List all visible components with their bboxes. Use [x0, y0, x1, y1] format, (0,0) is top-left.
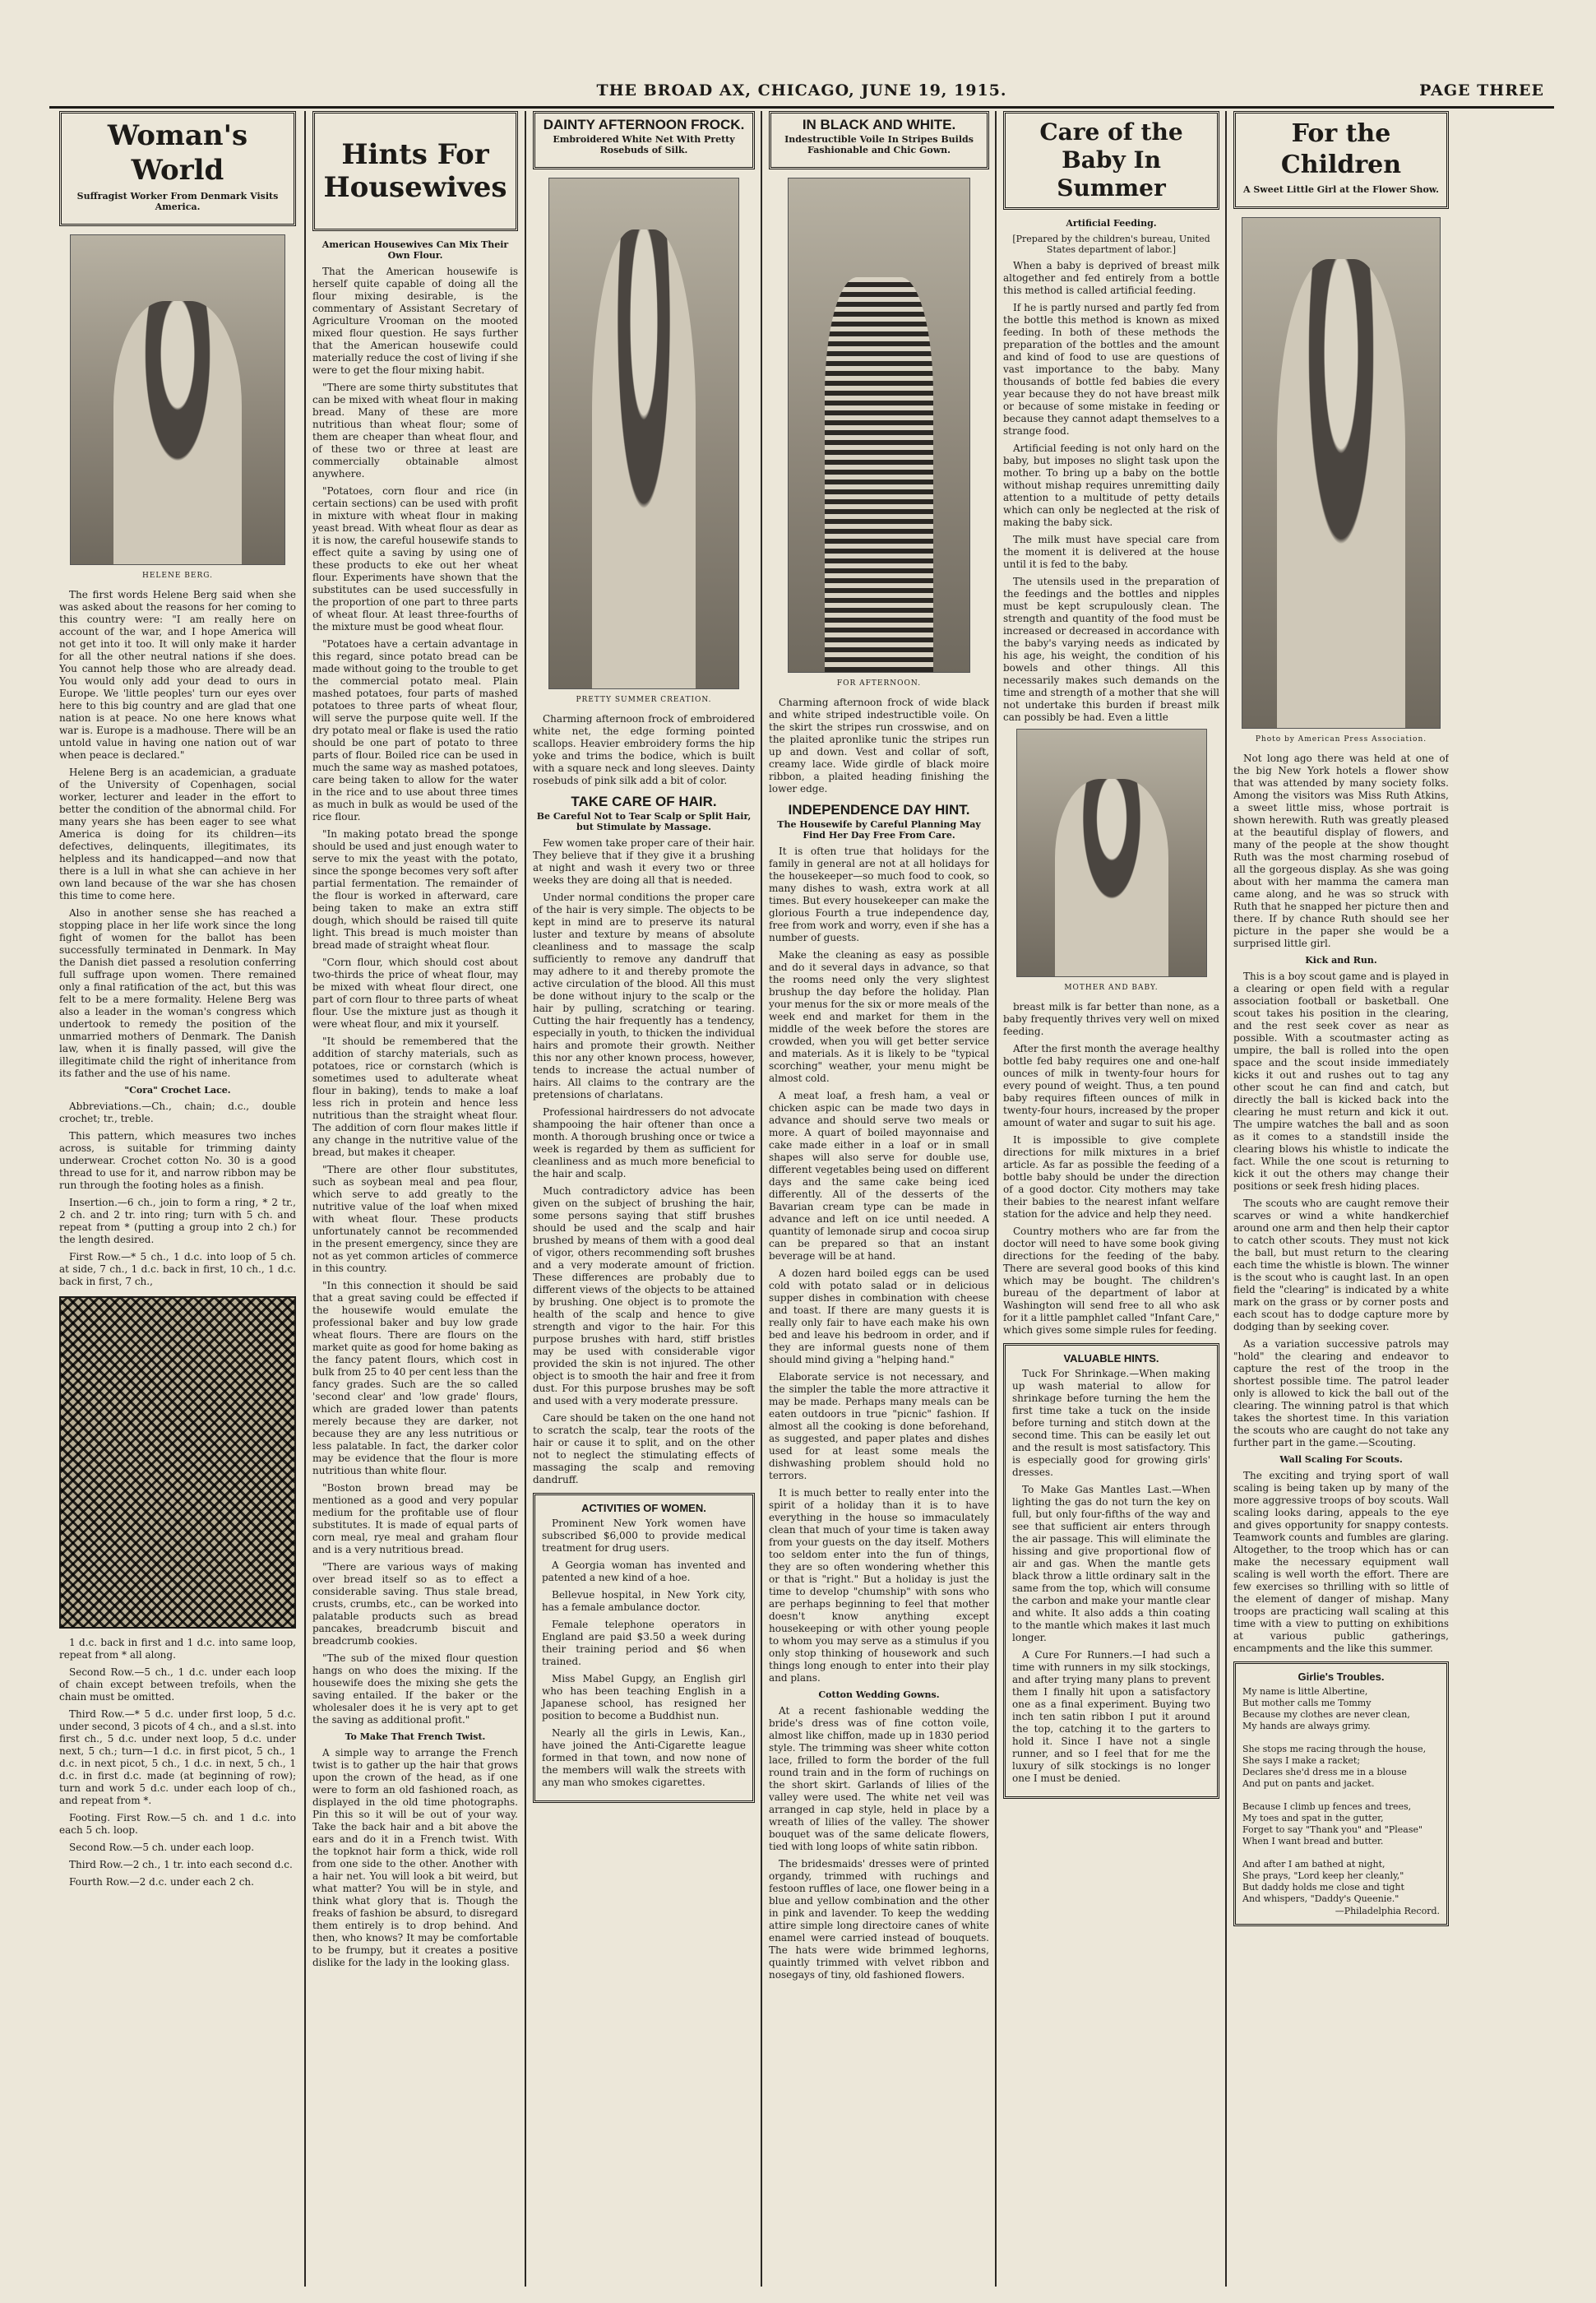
- article-paragraph: The utensils used in the preparation of the feedings and the bottles and nipples must be kept scrupulously clean. The strength and quantity of the food must be increased or decreased in accordance with the baby's varying needs as indicated by his age, his weight, the condition of his bowels and other things. All this necessarily makes such demands on the time and strength of a mother that she will not undertake this burden if breast milk can possibly be had. Even a little: [1003, 576, 1219, 723]
- subsection-title: Cotton Wedding Gowns.: [818, 1689, 940, 1700]
- poem-credit: —Philadelphia Record.: [1335, 1906, 1440, 1916]
- photo-caption: Photo by American Press Association.: [1255, 735, 1427, 744]
- article-paragraph: "In this connection it should be said that a great saving could be effected if the housewife would emulate the professional baker and buy low grade wheat flours. There are flours on the market quite as good for home baking as the fancy patent flours, which cost in bulk from 25 to 40 per cent less than the fancy grades. Such are the so called 'second clear' and 'low grade' flours, which are graded lower than patents merely because they are darker, not because they are any less nutritious or less palatable. In fact, the darker color may be evidence that the flour is more nutritious than white flour.: [312, 1280, 518, 1476]
- article-paragraph: breast milk is far better than none, as a baby frequently thrives very well on mixed feeding.: [1003, 1001, 1219, 1037]
- article-paragraph: Few women take proper care of their hair. They believe that if they give it a brushing at night and wash it every two or three weeks they are doing all that is needed.: [533, 837, 755, 886]
- article-paragraph: Make the cleaning as easy as possible and do it several days in advance, so that the rooms need only the very slightest brushup the day before the holiday. Plan your menus for the six or more meals of the week end and market for them in the middle of the week before the stores are crowded, when you will get better service and materials. As it is likely to be "typical scorching" weather, your menu might be almost cold.: [769, 949, 989, 1084]
- article-paragraph: "Potatoes have a certain advantage in this regard, since potato bread can be made without going to the trouble to get the commercial potato meal. Plain mashed potatoes, four parts of mashed potatoes to three parts of wheat flour, will serve the purpose quite well. If the dry potato meal or flake is used the ratio should be one part of potato to three parts of flour. Boiled rice can be used in much the same way as mashed potatoes, care being taken to allow for the water in the rice and to use about three times as much in bulk as would be used of the rice flour.: [312, 638, 518, 822]
- box-item: To Make Gas Mantles Last.—When lighting the gas do not turn the key on full, but only four-fifths of the way and see that sufficient air enters through the air passage. This will eliminate the hissing and give proportional flow of air and gas. When the mantle gets black throw a little ordinary salt in the same from the top, which will consume the carbon and make your mantle clear and white. It also adds a thin coating to the mantle which makes it last much longer.: [1012, 1484, 1210, 1643]
- activities-box: [533, 1493, 755, 1803]
- subsection-title: Kick and Run.: [1305, 955, 1377, 966]
- masthead: [49, 78, 1554, 109]
- article-paragraph: It is much better to really enter into the spirit of a holiday than it is to have everything in the house so immaculately clean that much of your time is taken away from your guests on the day itself. Mothers too seldom enter into the fun of things, they are so often wondering whether this or that is "right." But a holiday is just the time to develop "chumship" with sons who are perhaps beginning to feel that mother doesn't know anything except housekeeping or with other young people to whom you may serve as a stimulus if you only stop thinking of housework and such things long enough to enter into their play and plans.: [769, 1487, 989, 1684]
- article-paragraph: The exciting and trying sport of wall scaling is being taken up by many of the more aggressive troops of boy scouts. Wall scaling looks daring, appeals to the eye and gives opportunity for snappy contests. Teamwork counts and fumbles are glaring. Altogether, to the troop which has or can make the necessary equipment wall scaling is well worth the effort. There are few exercises so thrilling with so little of the element of danger of mishap. Many troops are practicing wall scaling at this time with a view to putting on exhibitions at various public gatherings, encampments and the like this summer.: [1233, 1470, 1449, 1654]
- article-paragraph: If he is partly nursed and partly fed from the bottle this method is known as mixed feeding. In both of these methods the preparation of the bottles and the amount and kind of food to use are questions of vast importance to the baby. Many thousands of bottle fed babies die every year because they do not have breast milk or because of some mistake in feeding or because they cannot adapt themselves to a strange food.: [1003, 302, 1219, 437]
- box-item: A Georgia woman has invented and patented a new kind of a hoe.: [542, 1559, 746, 1583]
- article-paragraph: When a baby is deprived of breast milk altogether and fed entirely from a bottle this method is called artificial feeding.: [1003, 260, 1219, 296]
- article-paragraph: Third Row.—* 5 d.c. under first loop, 5 d.c. under second, 3 picots of 4 ch., and a sl.st. into first ch., 5 d.c. under next loop, 5 d.c. under next, 5 ch.; turn—1 d.c. in first picot, 5 ch., 1 d.c. in next picot, 5 ch., 1 d.c. in next, 5 ch., 1 d.c. in first d.c. made (at beginning of row); turn and work 5 d.c. under each loop of ch., and repeat from *.: [59, 1708, 296, 1806]
- article-paragraph: "In making potato bread the sponge should be used and just enough water to serve to mix the yeast with the potato, since the sponge becomes very soft after partial fermentation. The remainder of the flour is worked in afterward, care being taken to make an extra stiff dough, which should be raised till quite light. This bread is much moister than bread made of straight wheat flour.: [312, 828, 518, 951]
- box-item: Female telephone operators in England are paid $3.50 a week during their training period and $6 when trained.: [542, 1619, 746, 1667]
- section-title: IN BLACK AND WHITE.: [802, 117, 956, 132]
- striped-gown-photo: [788, 178, 970, 673]
- girl-photo: [1242, 217, 1441, 729]
- article-paragraph: "There are some thirty substitutes that can be mixed with wheat flour in making bread. Many of these are more nutritious than wheat flour; some of them are cheaper than wheat flour, and of these two or three at least are commercially obtainable almost anywhere.: [312, 382, 518, 480]
- article-paragraph: Fourth Row.—2 d.c. under each 2 ch.: [69, 1876, 254, 1888]
- photo-caption: HELENE BERG.: [142, 572, 213, 580]
- article-paragraph: Not long ago there was held at one of the big New York hotels a flower show that was attended by many society folks. Among the visitors was Miss Ruth Atkins, a sweet little miss, whose portrait is shown herewith. Ruth was greatly pleased at the beautiful display of flowers, and many of the people at the show thought Ruth was the most charming rosebud of all the gorgeous display. As she was going about with her mamma the camera man came along, and he was so struck with Ruth that he snapped her picture then and there. If by chance Ruth should see her picture in the paper she would be a surprised little girl.: [1233, 753, 1449, 949]
- article-paragraph: "Corn flour, which should cost about two-thirds the price of wheat flour, may be mixed with wheat flour direct, one part of corn flour to three parts of wheat flour. Use the mixture just as though it were wheat flour, and mix it yourself.: [312, 957, 518, 1030]
- box-title: ACTIVITIES OF WOMEN.: [581, 1502, 706, 1514]
- article-paragraph: "Boston brown bread may be mentioned as a good and very popular medium for the profitable use of flour substitutes. It is made of equal parts of corn meal, rye meal and graham flour and is a very nutritious bread.: [312, 1482, 518, 1555]
- article-paragraph: Third Row.—2 ch., 1 tr. into each second d.c.: [69, 1859, 293, 1870]
- column-black-white: [769, 111, 989, 2287]
- section-subtitle: Suffragist Worker From Denmark Visits America.: [76, 191, 279, 212]
- column-rule: [304, 111, 306, 2287]
- subsection-subtitle: Be Careful Not to Tear Scalp or Split Hair, but Stimulate by Massage.: [536, 811, 752, 832]
- subsection-title: Wall Scaling For Scouts.: [1279, 1454, 1403, 1465]
- section-header: [312, 111, 518, 231]
- box-item: Prominent New York women have subscribed $6,000 to provide medical treatment for drug users.: [542, 1518, 746, 1554]
- photo-caption: PRETTY SUMMER CREATION.: [576, 696, 712, 704]
- column-rule: [995, 111, 997, 2287]
- poem-title: Girlie's Troubles.: [1298, 1670, 1385, 1683]
- article-paragraph: This is a boy scout game and is played in a clearing or open field with a regular association football or basketball. One scout takes his position in the clearing, and the rest seek cover as near as possible. With a scoutmaster acting as umpire, the ball is rolled into the open space and the scout inside immediately kicks it out and rushes out to tag any other scout he can find and catch, but directly the ball is kicked back into the clearing he must return and kick it out. The umpire watches the ball and as soon as it comes to a standstill inside the clearing blows his whistle to indicate the fact. While the one scout is returning to kick it out the others may change their positions or seek fresh hiding places.: [1233, 971, 1449, 1192]
- portrait-photo: [70, 234, 285, 565]
- article-paragraph: "There are various ways of making over bread itself so as to effect a considerable saving. Thus stale bread, crusts, crumbs, etc., can be worked into palatable products such as bread pancakes, breadcrumb biscuit and breadcrumb cookies.: [312, 1561, 518, 1647]
- section-subtitle: Indestructible Voile In Stripes Builds Fashionable and Chic Gown.: [784, 134, 974, 155]
- article-paragraph: Second Row.—5 ch. under each loop.: [69, 1842, 255, 1853]
- page-number: PAGE THREE: [1419, 81, 1544, 100]
- column-rule: [525, 111, 526, 2287]
- article-paragraph: That the American housewife is herself quite capable of doing all the flour mixing desirable, is the commentary of Assistant Secretary of Agriculture Vrooman on the mooted mixed flour question. He says further that the American housewife could materially reduce the cost of living if she were to get the flour mixing habit.: [312, 266, 518, 376]
- article-paragraph: A meat loaf, a fresh ham, a veal or chicken aspic can be made two days in advance and should serve two meals or more. A quart of boiled mayonnaise and cake made either in a loaf or in small shapes will also serve for double use, different vegetables being used on different days and the same cake being iced differently. All of the desserts of the Bavarian cream type can be made in advance and left on ice until needed. A quantity of lemonade sirup and cocoa sirup can be prepared so that an instant beverage will be at hand.: [769, 1090, 989, 1262]
- article-paragraph: The milk must have special care from the moment it is delivered at the house until it is fed to the baby.: [1003, 534, 1219, 570]
- article-paragraph: "There are other flour substitutes, such as soybean meal and pea flour, which serve to add greatly to the nutritive value of the loaf when mixed with wheat flour. These products unfortunately cannot be recommended in the present emergency, since they are not as yet common articles of commerce in this country.: [312, 1164, 518, 1274]
- box-title: VALUABLE HINTS.: [1063, 1352, 1159, 1365]
- box-item: Nearly all the girls in Lewis, Kan., have joined the Anti-Cigarette league formed in that town, and now none of the members will walk the streets with any man who smokes cigarettes.: [542, 1727, 746, 1788]
- section-title: For the Children: [1280, 119, 1402, 179]
- article-paragraph: Artificial feeding is not only hard on the baby, but imposes no slight task upon the mother. To bring up a baby on the bottle without mishap requires unremitting daily attention to a multitude of petty details which can only be neglected at the risk of making the baby sick.: [1003, 443, 1219, 528]
- article-paragraph: This pattern, which measures two inches across, is suitable for trimming dainty underwear. Crochet cotton No. 30 is a good thread to use for it, and narrow ribbon may be run through the footing holes as a finish.: [59, 1130, 296, 1191]
- article-paragraph: The bridesmaids' dresses were of printed organdy, trimmed with ruchings and festoon ruffles of lace, one flower being in a blue and yellow combination and the other in pink and lavender. To keep the wedding attire simple long directoire canes of white enamel were carried instead of bouquets. The hats were wide brimmed leghorns, quaintly trimmed with velvet ribbon and nosegays of tiny, old fashioned flowers.: [769, 1858, 989, 1981]
- article-paragraph: As a variation successive patrols may "hold" the clearing and endeavor to capture the rest of the troop in the shortest possible time. The patrol leader only is allowed to kick the ball out of the clearing. The winning patrol is that which takes the shortest time. In this variation the scouts who are caught do not take any further part in the game.—Scouting.: [1233, 1338, 1449, 1448]
- subsection-title: "Cora" Crochet Lace.: [124, 1085, 231, 1096]
- article-paragraph: At a recent fashionable wedding the bride's dress was of fine cotton voile, almost like chiffon, made up in 1830 period style. The trimming was sheer white cotton lace, frilled to form the border of the full round train and in the form of ruchings on the short skirt. Garlands of lilies of the valley were used. The white net veil was arranged in cap style, held in place by a wreath of lilies of the valley. The shower bouquet was of the same delicate flowers, tied with long loops of white satin ribbon.: [769, 1705, 989, 1852]
- section-header: [533, 111, 755, 169]
- poem-text: My name is little Albertine, But mother calls me Tommy Because my clothes are never clean, My hands are always grimy. She stops me racing through the house, She says I make a racket; Declares she'd dress me in a blouse And put on pants and jacket. Because I climb up fences and trees, My toes and spat in the gutter, Forget to say "Thank you" and "Please" When I want bread and butter. And after I am bathed at night, She prays, "Lord keep her cleanly," But daddy holds me close and tight And whispers, "Daddy's Queenie.": [1242, 1686, 1427, 1904]
- photo-caption: FOR AFTERNOON.: [836, 679, 922, 688]
- masthead-title: THE BROAD AX, CHICAGO, JUNE 19, 1915.: [596, 81, 1007, 100]
- column-afternoon-frock: [533, 111, 755, 2287]
- section-title: Woman's World: [107, 119, 248, 187]
- box-item: Miss Mabel Gupgy, an English girl who has been teaching English in a Japanese school, has resigned her position to become a Buddhist nun.: [542, 1673, 746, 1721]
- section-header: [769, 111, 989, 169]
- column-rule: [761, 111, 762, 2287]
- article-paragraph: Care should be taken on the one hand not to scratch the scalp, tear the roots of the hair or cause it to split, and on the other not to neglect the stimulating effects of massaging the scalp and removing dandruff.: [533, 1412, 755, 1485]
- article-paragraph: After the first month the average healthy bottle fed baby requires one and one-half ounces of milk in twenty-four hours for every pound of weight. Thus, a ten pound baby requires fifteen ounces of milk in twenty-four hours, increased by the proper amount of water and sugar to suit his age.: [1003, 1043, 1219, 1128]
- section-header: [59, 111, 296, 226]
- section-title: Hints For Housewives: [323, 138, 507, 204]
- frock-photo: [548, 178, 739, 689]
- subsection-title: TAKE CARE OF HAIR.: [571, 794, 717, 809]
- article-paragraph: Second Row.—5 ch., 1 d.c. under each loop of chain except between trefoils, when the chain must be omitted.: [59, 1666, 296, 1703]
- column-for-children: [1233, 111, 1449, 2287]
- article-paragraph: Insertion.—6 ch., join to form a ring, * 2 tr., 2 ch. and 2 tr. into ring; turn with 5 ch. and repeat from * (putting a group into 2 ch.) for the length desired.: [59, 1197, 296, 1245]
- article-paragraph: Country mothers who are far from the doctor will need to have some book giving directions for the feeding of the baby. There are several good books of this kind which may be bought. The children's bureau of the department of labor at Washington will send free to all who ask for it a little pamphlet called "Infant Care," which gives some simple rules for feeding.: [1003, 1226, 1219, 1336]
- subsection-title: INDEPENDENCE DAY HINT.: [788, 802, 970, 818]
- article-paragraph: Also in another sense she has reached a stopping place in her life work since the long fight of women for the ballot has been successfully terminated in Denmark. In May the Danish diet passed a resolution conferring full suffrage upon women. There remained only a final ratification of the act, but this was felt to be a mere formality. Helene Berg was also a leader in the woman's congress which undertook to remedy the position of the unmarried mothers of Denmark. The Danish law, when it is finally passed, will give the illegitimate child the right of inheritance from its father and the use of his name.: [59, 907, 296, 1079]
- article-paragraph: Charming afternoon frock of wide black and white striped indestructible voile. On the skirt the stripes run crosswise, and on the plaited apronlike tunic the stripes run up and down. Vest and collar of soft, creamy lace. Wide girdle of black moire ribbon, a plaited heading finishing the lower edge.: [769, 697, 989, 795]
- article-paragraph: The first words Helene Berg said when she was asked about the reasons for her coming to this country were: "I am really here on account of the war, and I hope America will not get into it too. It will only make it harder for all the other neutral nations if she does. You cannot help those who are already dead. You would only add your dead to ours in Europe. We 'little peoples' turn our eyes over here to this big country and are glad that one nation is at peace. No one here knows what war is. Europe is a madhouse. There will be an untold value in having one nation out of war when peace is declared.": [59, 589, 296, 761]
- valuable-hints-box: [1003, 1343, 1219, 1799]
- article-paragraph: 1 d.c. back in first and 1 d.c. into same loop, repeat from * all along.: [59, 1637, 296, 1661]
- mother-baby-photo: [1016, 729, 1207, 977]
- box-item: Tuck For Shrinkage.—When making up wash material to allow for shrinkage before turning the hem the first time take a tuck on the inside before turning and stitch down at the second time. This can be easily let out and the result is most satisfactory. This is especially good for growing girls' dresses.: [1012, 1368, 1210, 1478]
- subsection-note: [Prepared by the children's bureau, United States department of labor.]: [1012, 234, 1210, 255]
- article-paragraph: Professional hairdressers do not advocate shampooing the hair oftener than once a month. A thorough brushing once or twice a week is regarded by them as sufficient for cleanliness and as much more beneficial to the hair and scalp.: [533, 1106, 755, 1179]
- article-paragraph: First Row.—* 5 ch., 1 d.c. into loop of 5 ch. at side, 7 ch., 1 d.c. back in first, 10 ch., 1 d.c. back in first, 7 ch.,: [59, 1251, 296, 1287]
- section-subtitle: Embroidered White Net With Pretty Rosebuds of Silk.: [553, 134, 735, 155]
- article-paragraph: "Potatoes, corn flour and rice (in certain sections) can be used with profit in mixture with wheat flour in making yeast bread. With wheat flour as dear as it is now, the careful housewife stands to effect quite a saving by using one of these products to eke out her wheat flour. Experiments have shown that the substitutes can be used successfully in the proportion of one part to three parts of wheat flour. At least three-fourths of the mixture must be good wheat flour.: [312, 485, 518, 633]
- article-paragraph: "It should be remembered that the addition of starchy materials, such as potatoes, rice or cornstarch (which is sometimes used to adulterate wheat flour in baking), tends to make a loaf less rich in protein and hence less nutritious than the straight wheat flour. The addition of corn flour makes little if any change in the nutritive value of the bread, but makes it cheaper.: [312, 1036, 518, 1158]
- poem-box: [1233, 1661, 1449, 1926]
- column-hints-housewives: [312, 111, 518, 2287]
- box-item: A Cure For Runners.—I had such a time with runners in my silk stockings, and after trying many plans to prevent them I finally hit upon a satisfactory one as a final experiment. Buying two inch ten satin ribbon I put it around the top, catching it to the garters to hold it. Since I have not a single runner, and so I feel that for me the luxury of silk stockings is no longer one I must be denied.: [1012, 1649, 1210, 1784]
- column-care-baby: [1003, 111, 1219, 2287]
- article-paragraph: Helene Berg is an academician, a graduate of the University of Copenhagen, social worker, lecturer and leader in the effort to better the condition of the abnormal child. For many years she has been eager to see what America is doing for its children—its defectives, delinquents, illegitimates, its helpless and its handicapped—and now that there is a lull in what she can achieve in her own land because of the war she has chosen this time to come here.: [59, 767, 296, 901]
- article-paragraph: Footing. First Row.—5 ch. and 1 d.c. into each 5 ch. loop.: [59, 1812, 296, 1836]
- article-paragraph: Under normal conditions the proper care of the hair is very simple. The objects to be kept in mind are to preserve its natural luster and texture by means of absolute cleanliness and to massage the scalp sufficiently to remove any dandruff that may adhere to it and thereby promote the active circulation of the blood. All this must be done without injury to the scalp or the hair by pulling, scratching or tearing. Cutting the hair frequently has a tendency, especially in youth, to thicken the individual hairs and promote their growth. Neither this nor any other known process, however, tends to increase the actual number of hairs. All claims to the contrary are the pretensions of charlatans.: [533, 892, 755, 1101]
- section-subtitle: A Sweet Little Girl at the Flower Show.: [1243, 184, 1439, 195]
- article-paragraph: "The sub of the mixed flour question hangs on who does the mixing. If the housewife does the mixing she gets the saving entailed. If the baker or the wholesaler does it he is very apt to get the saving as additional profit.": [312, 1652, 518, 1726]
- section-title: Care of the Baby In Summer: [1039, 118, 1183, 202]
- subsection-title: To Make That French Twist.: [345, 1731, 486, 1742]
- article-paragraph: Much contradictory advice has been given on the subject of brushing the hair, some persons saying that stiff brushes should be used and the scalp and hair brushed by means of them with a good deal of vigor, others recommending soft brushes and a very moderate amount of friction. These differences are probably due to different views of the objects to be attained by brushing. One object is to promote the health of the scalp and hence to give strength and vigor to the hair. For this purpose brushes with hard, stiff bristles may be used with considerable vigor provided the skin is not injured. The other object is to smooth the hair and free it from dust. For this purpose brushes may be soft and used with a very moderate pressure.: [533, 1185, 755, 1406]
- column-rule: [1225, 111, 1227, 2287]
- section-header: [1003, 111, 1219, 210]
- article-paragraph: Charming afternoon frock of embroidered white net, the edge forming pointed scallops. Heavier embroidery forms the hip yoke and trims the bodice, which is built with a square neck and long sleeves. Dainty rosebuds of pink silk add a bit of color.: [533, 713, 755, 786]
- subsection-title: Artificial Feeding.: [1066, 218, 1157, 229]
- article-paragraph: It is often true that holidays for the family in general are not at all holidays for the housekeeper—so much food to cook, so many dishes to wash, extra work at all times. But every housekeeper can make the glorious Fourth a true independence day, free from work and worry, even if she has a number of guests.: [769, 846, 989, 943]
- photo-caption: MOTHER AND BABY.: [1064, 984, 1159, 992]
- section-header: [1233, 111, 1449, 209]
- article-paragraph: A dozen hard boiled eggs can be used cold with potato salad or in delicious supper dishes in combination with cheese and toast. If there are many guests it is really only fair to have each make his own bed and leave his bedroom in order, and if they are informal guests none of them should mind giving a "helping hand.": [769, 1267, 989, 1365]
- article-paragraph: Abbreviations.—Ch., chain; d.c., double crochet; tr., treble.: [59, 1101, 296, 1124]
- subsection-subtitle: The Housewife by Careful Planning May Find Her Day Free From Care.: [777, 819, 981, 841]
- article-paragraph: It is impossible to give complete directions for milk mixtures in a brief article. As far as possible the feeding of a bottle baby should be under the direction of a good doctor. City mothers may take their babies to the nearest infant welfare station for the advice and help they need.: [1003, 1134, 1219, 1220]
- subsection-title: American Housewives Can Mix Their Own Flour.: [322, 239, 509, 261]
- article-paragraph: A simple way to arrange the French twist is to gather up the hair that grows upon the crown of the head, as if one were to form an old fashioned roach, as displayed in the old time photographs. Pin this so it will be out of your way. Take the back hair and a bit above the ears and do it in a French twist. With the topknot hair form a thick, wide roll from one side to the other. Another with a hair net. You will look a bit weird, but what matter? You will be in style, and think what glory that is. Though the freaks of fashion be absurd, to disregard them entirely is to drop behind. And then, who knows? It may be comfortable to be frumpy, but it creates a positive dislike for the lady in the looking glass.: [312, 1747, 518, 1968]
- column-womans-world: [59, 111, 296, 2287]
- crochet-lace-illustration: [59, 1296, 296, 1629]
- section-title: DAINTY AFTERNOON FROCK.: [543, 117, 745, 132]
- article-paragraph: The scouts who are caught remove their scarves or wind a white handkerchief around one arm and then help their captor to catch other scouts. They must not kick the ball, but must return to the clearing each time the whistle is blown. The winner is the scout who is caught last. In an open field the "clearing" is indicated by a white mark on the grass or by corner posts and each scout has to dodge capture more by dodging than by seeking cover.: [1233, 1198, 1449, 1332]
- article-paragraph: Elaborate service is not necessary, and the simpler the table the more attractive it may be made. Perhaps many meals can be eaten outdoors in true "picnic" fashion. If almost all the cooking is done beforehand, as suggested, and paper plates and dishes used for at least some meals the dishwashing problem should hold no terrors.: [769, 1371, 989, 1481]
- box-item: Bellevue hospital, in New York city, has a female ambulance doctor.: [542, 1589, 746, 1613]
